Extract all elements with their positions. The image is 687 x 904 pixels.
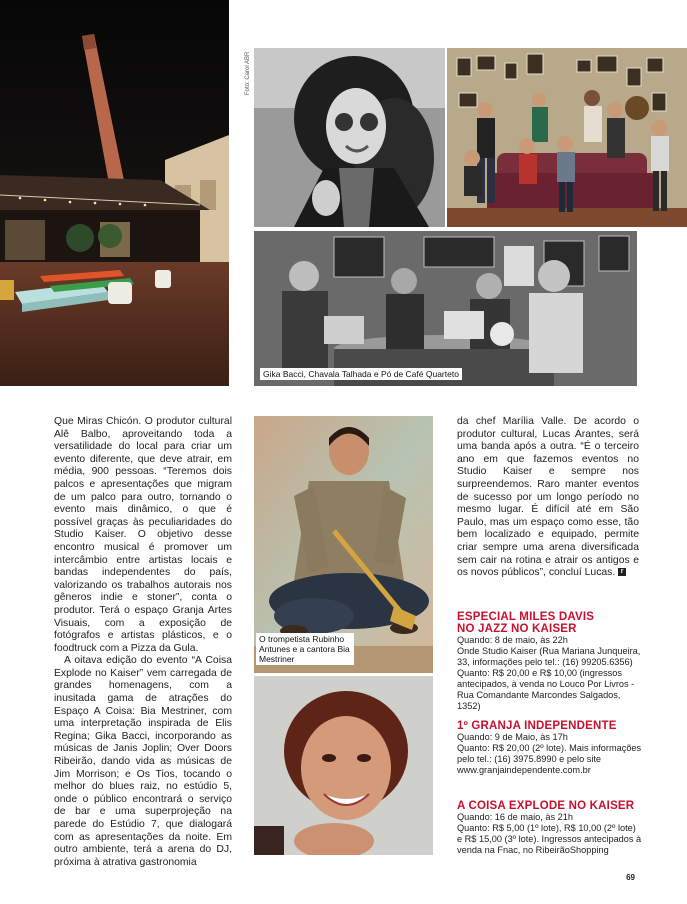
group-table-photo <box>254 231 637 386</box>
trumpet-player-photo <box>254 416 433 673</box>
page-number: 69 <box>626 873 635 882</box>
event-title <box>457 800 643 812</box>
article-conclusion-text: da chef Marília Valle. De acordo o produtor cultural, Lucas Arantes, será uma banda após a outra. “É o terceiro ano em que fazemos eventos no Studio Kaiser e sempre nos surpreendemos. Raro manter eventos de sucesso por um longo período no mesmo lugar. É difícil até em São Paulo, mas um espaço como esse, tão bem localizado e equipado, permite criar sempre uma arena diversificada sem cair na rotina e atrair os antigos e os novos públicos”, concluí Lucas. <box>457 416 639 579</box>
event-price: Quanto: R$ 20,00 e R$ 10,00 (ingressos antecipados, à venda no Louco Por Livros - Rua Comandante Marcondes Salgados, 1352) <box>457 668 635 711</box>
event-title <box>457 720 643 732</box>
event-price: Quanto: R$ 5,00 (1º lote), R$ 10,00 (2º lote) e R$ 15,00 (3º lote). Ingressos antecipados à venda na Fnac, no RibeirãoShopping <box>457 823 642 855</box>
event-listing-3 <box>457 800 643 856</box>
event-details <box>457 812 643 856</box>
trumpet-photo-caption: O trompetista Rubinho Antunes e a cantora Bia Mestriner <box>256 633 354 665</box>
band-sofa-photo <box>447 48 687 227</box>
group-photo-caption: Gika Bacci, Chavala Talhada e Pó de Café Quarteto <box>260 368 462 380</box>
article-paragraph-3 <box>457 416 639 580</box>
event-details <box>457 732 643 776</box>
event-when: Quando: 9 de Maio, às 17h <box>457 732 568 742</box>
article-column-3 <box>457 416 639 580</box>
event-title-line: A COISA EXPLODE NO KAISER <box>457 800 635 812</box>
article-column-1 <box>54 416 232 869</box>
event-details <box>457 635 643 712</box>
event-title-line: ESPECIAL MILES DAVIS <box>457 611 595 623</box>
event-title <box>457 611 643 635</box>
photo-credit: Foto: Carol ABR <box>245 51 251 95</box>
event-title-line: NO JAZZ NO KAISER <box>457 623 577 635</box>
event-listing-1 <box>457 611 643 712</box>
event-when: Quando: 8 de maio, às 22h <box>457 635 568 645</box>
event-price: Quanto: R$ 20,00 (2º lote). Mais informações pelo tel.: (16) 3975.8990 e pelo site www.granjaindependente.com.br <box>457 743 642 775</box>
event-title-line: 1º GRANJA INDEPENDENTE <box>457 720 617 732</box>
event-when: Quando: 16 de maio, às 21h <box>457 812 573 822</box>
woman-smiling-photo <box>254 676 433 855</box>
singer-portrait-photo <box>254 48 445 227</box>
article-paragraph-1: Que Miras Chicón. O produtor cultural Alê Balbo, aproveitando toda a versatilidade do local para criar um evento diferente, que deve atrair, em média, 900 pessoas. “Teremos dois palcos e apresentações que migram de um palco para outro, tornando o evento mais dinâmico, o que é possível graças às peculiaridades do Studio Kaiser. O objetivo desse encontro musical é promover um intercâmbio entre artistas locais e bandas independentes do país, valorizando os trabalhos autorais nos gêneros indie e stoner”, conta o produtor. Terá o espaço Granja Artes Visuais, com a exposição de fotógrafos e artistas plásticos, e o foodtruck com a Pizza da Gula. <box>54 416 232 654</box>
event-where: Onde Studio Kaiser (Rua Mariana Junqueira, 33, informações pelo tel.: (16) 99205.6356) <box>457 646 641 667</box>
venue-night-photo <box>0 0 229 386</box>
end-mark-icon: r <box>618 568 626 576</box>
article-paragraph-2: A oitava edição do evento “A Coisa Explode no Kaiser” vem carregada de grandes homenagens, com a inusitada gama de atrações do Espaço A Coisa: Bia Mestriner, com uma interpretação inspirada de Elis Regina; Gika Bacci, incorporando as músicas de Janis Joplin; Over Doors Ribeirão, dando vida as músicas de Jim Morrison; e Os Tios, tocando o melhor do blues raiz, no estúdio 5, onde o público encontrará o serviço de bar e uma superprojeção na parede do Estúdio 7, que dialogará com as apresentações da noite. Em outro ambiente, terá a arena do DJ, próxima à atrativa gastronomia <box>54 655 232 868</box>
event-listing-2 <box>457 720 643 776</box>
